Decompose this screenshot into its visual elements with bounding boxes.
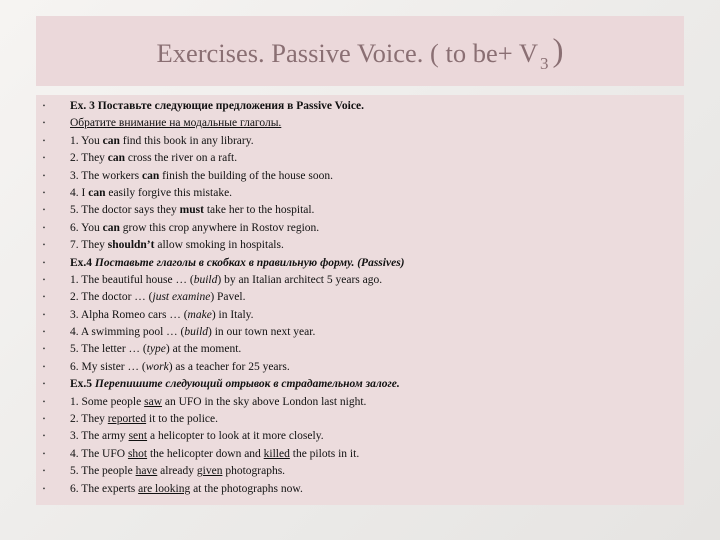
slide-title-text: Exercises. Passive Voice. ( to be+ V <box>156 38 538 68</box>
text-run: reported <box>107 413 147 426</box>
list-item-text <box>70 204 314 216</box>
text-run: can <box>102 221 120 234</box>
text-run: grow this crop anywhere in Rostov region. <box>119 221 320 234</box>
text-run: a helicopter to look at it more closely. <box>147 430 324 443</box>
text-run: 4. The UFO <box>70 447 128 460</box>
list-item <box>36 272 676 289</box>
list-item-text <box>70 257 405 269</box>
list-item-text <box>70 239 284 251</box>
list-item <box>36 446 676 463</box>
bullet-icon: • <box>42 275 46 284</box>
list-item <box>36 220 676 237</box>
list-item-text <box>70 326 315 338</box>
bullet-icon: • <box>42 171 46 180</box>
text-run: given <box>196 465 223 478</box>
text-run: work <box>145 360 169 373</box>
list-item <box>36 428 676 445</box>
text-run: Ex.4 <box>70 256 95 269</box>
text-run: an UFO in the sky above London last night. <box>162 395 367 408</box>
text-run: make <box>187 308 212 321</box>
list-item-text <box>70 361 290 373</box>
bullet-icon: • <box>42 467 46 476</box>
exercise-list <box>36 98 676 498</box>
text-run: ) at the moment. <box>165 343 242 356</box>
list-item <box>36 307 676 324</box>
bullet-icon: • <box>42 415 46 424</box>
list-item-text <box>70 378 400 390</box>
list-item <box>36 376 676 393</box>
text-run: 6. My sister … ( <box>70 360 146 373</box>
text-run: can <box>88 186 106 199</box>
text-run: take her to the hospital. <box>203 204 315 217</box>
text-run: already <box>157 465 197 478</box>
bullet-icon: • <box>42 328 46 337</box>
list-item <box>36 359 676 376</box>
text-run: ) by an Italian architect 5 years ago. <box>217 273 383 286</box>
list-item-text <box>70 100 364 112</box>
text-run: 2. The doctor … ( <box>70 291 153 304</box>
bullet-icon: • <box>42 293 46 302</box>
bullet-icon: • <box>42 154 46 163</box>
list-item <box>36 324 676 341</box>
list-item-text <box>70 187 232 199</box>
bullet-icon: • <box>42 188 46 197</box>
text-run: type <box>146 343 166 356</box>
text-run: 3. The army <box>70 430 129 443</box>
text-run: killed <box>263 447 290 460</box>
list-item <box>36 411 676 428</box>
text-run: shouldn’t <box>107 239 155 252</box>
text-run: easily forgive this mistake. <box>105 186 233 199</box>
list-item-text <box>70 222 319 234</box>
text-run: find this book in any library. <box>119 134 254 147</box>
list-item <box>36 133 676 150</box>
list-item-text <box>70 483 303 495</box>
text-run: can <box>102 134 120 147</box>
list-item <box>36 98 676 115</box>
text-run: have <box>135 465 158 478</box>
bullet-icon: • <box>42 432 46 441</box>
text-run: it to the police. <box>146 413 218 426</box>
slide-title-subscript: 3 <box>539 54 549 73</box>
text-run: finish the building of the house soon. <box>159 169 333 182</box>
text-run: 4. I <box>70 186 89 199</box>
list-item-text <box>70 396 366 408</box>
list-item <box>36 150 676 167</box>
text-run: 2. They <box>70 152 108 165</box>
text-run: build <box>193 273 218 286</box>
list-item-text <box>70 448 359 460</box>
bullet-icon: • <box>42 362 46 371</box>
bullet-icon: • <box>42 345 46 354</box>
text-run: 1. You <box>70 134 103 147</box>
list-item <box>36 289 676 306</box>
text-run: 3. Alpha Romeo cars … ( <box>70 308 188 321</box>
text-run: 6. You <box>70 221 103 234</box>
text-run: allow smoking in hospitals. <box>154 239 284 252</box>
text-run: Перепишите следующий отрывок в страдательном залоге. <box>94 378 400 391</box>
text-run: 5. The doctor says they <box>70 204 180 217</box>
text-run: can <box>107 152 126 165</box>
text-run: Ex.5 <box>70 378 95 391</box>
bullet-icon: • <box>42 449 46 458</box>
text-run: ) as a teacher for 25 years. <box>168 360 290 373</box>
list-item-text <box>70 413 218 425</box>
text-run: Ex. 3 Поставьте следующие предложения в Passive Voice. <box>70 100 364 112</box>
text-run: must <box>179 204 204 217</box>
text-run: 6. The experts <box>70 482 139 495</box>
text-run: 5. The letter … ( <box>70 343 147 356</box>
list-item-text <box>70 309 254 321</box>
list-item <box>36 168 676 185</box>
list-item <box>36 237 676 254</box>
text-run: just examine <box>152 291 211 304</box>
text-run: ) in our town next year. <box>208 326 316 339</box>
bullet-icon: • <box>42 223 46 232</box>
list-item-text <box>70 291 245 303</box>
text-run: 3. The workers <box>70 169 142 182</box>
text-run: saw <box>144 395 162 408</box>
text-run: 4. A swimming pool … ( <box>70 326 185 339</box>
bullet-icon: • <box>42 136 46 145</box>
bullet-icon: • <box>42 119 46 128</box>
list-item <box>36 115 676 132</box>
text-run: ) Pavel. <box>210 291 246 304</box>
list-item-text <box>70 135 254 147</box>
text-run: sent <box>128 430 148 443</box>
text-run: ) in Italy. <box>211 308 254 321</box>
list-item-text <box>70 274 382 286</box>
text-run: 5. The people <box>70 465 136 478</box>
bullet-icon: • <box>42 380 46 389</box>
list-item <box>36 481 676 498</box>
text-run: photographs. <box>222 465 286 478</box>
bullet-icon: • <box>42 241 46 250</box>
text-run: 1. The beautiful house … ( <box>70 273 194 286</box>
bullet-icon: • <box>42 258 46 267</box>
list-item <box>36 185 676 202</box>
list-item <box>36 255 676 272</box>
text-run: the pilots in it. <box>289 447 360 460</box>
list-item <box>36 202 676 219</box>
text-run: build <box>184 326 209 339</box>
text-run: Поставьте глаголы в скобках в правильную форму. (Passives) <box>94 256 405 269</box>
bullet-icon: • <box>42 397 46 406</box>
list-item <box>36 463 676 480</box>
list-item <box>36 394 676 411</box>
text-run: Обратите внимание на модальные глаголы. <box>70 117 282 130</box>
text-run: 2. They <box>70 413 108 426</box>
text-run: can <box>141 169 160 182</box>
bullet-icon: • <box>42 102 46 110</box>
list-item-text <box>70 117 281 129</box>
text-run: cross the river on a raft. <box>125 152 238 165</box>
list-item-text <box>70 170 333 182</box>
text-run: 1. Some people <box>70 395 145 408</box>
bullet-icon: • <box>42 206 46 215</box>
list-item-text <box>70 343 241 355</box>
text-run: at the photographs now. <box>190 482 303 495</box>
text-run: are looking <box>138 482 191 495</box>
list-item-text <box>70 430 324 442</box>
slide-title <box>36 22 684 82</box>
slide-title-close-paren: ) <box>552 33 564 69</box>
list-item-text <box>70 152 237 164</box>
text-run: the helicopter down and <box>147 447 264 460</box>
text-run: 7. They <box>70 239 108 252</box>
list-item <box>36 341 676 358</box>
list-item-text <box>70 465 285 477</box>
bullet-icon: • <box>42 310 46 319</box>
bullet-icon: • <box>42 484 46 493</box>
text-run: shot <box>127 447 148 460</box>
